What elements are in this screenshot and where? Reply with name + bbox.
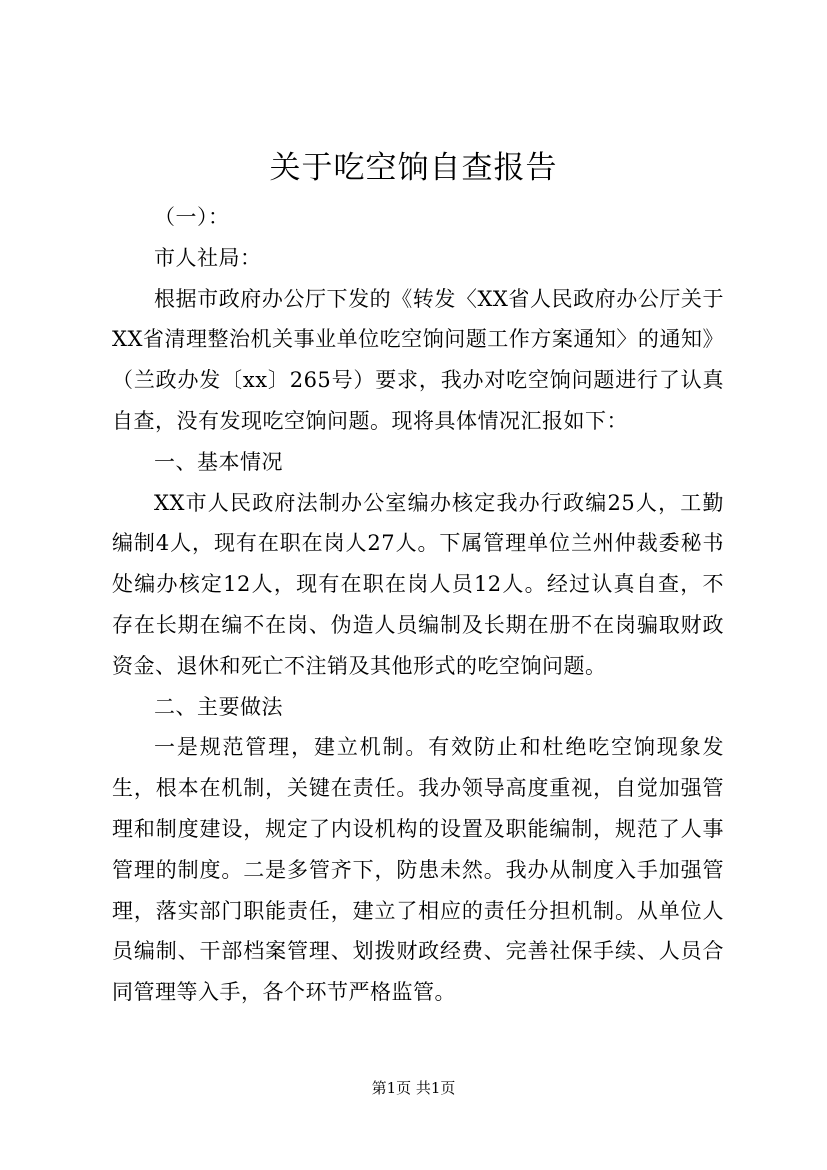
page-footer: 第1页 共1页 bbox=[371, 1079, 456, 1097]
salutation: 市人社局： bbox=[154, 245, 262, 270]
heading-main-practices: 二、主要做法 bbox=[154, 694, 283, 719]
main-practices-paragraph: 一是规范管理，建立机制。有效防止和杜绝吃空饷现象发生，根本在机制，关键在责任。我办领导高度重视，自觉加强管理和制度建设，规定了内设机构的设置及职能编制，规范了人事管理的制度。二是多管齐下，防患未然。我办从制度入手加强管理，落实部门职能责任，建立了相应的责任分担机制。从单位人员编制、干部档案管理、划拨财政经费、完善社保手续、人员合同管理等入手，各个环节严格监管。 bbox=[112, 735, 724, 1005]
document-body bbox=[112, 197, 724, 1013]
document-title: 关于吃空饷自查报告 bbox=[269, 150, 558, 186]
heading-basic-situation: 一、基本情况 bbox=[154, 449, 283, 474]
section-label: （一）： bbox=[154, 205, 230, 229]
basic-situation-paragraph: XX市人民政府法制办公室编办核定我办行政编25人，工勤编制4人，现有在职在岗人27人。下属管理单位兰州仲裁委秘书处编办核定12人，现有在职在岗人员12人。经过认真自查，不存在长期在编不在岗、伪造人员编制及长期在册不在岗骗取财政资金、退休和死亡不注销及其他形式的吃空饷问题。 bbox=[112, 490, 724, 678]
intro-paragraph: 根据市政府办公厅下发的《转发〈XX省人民政府办公厅关于XX省清理整治机关事业单位吃空饷问题工作方案通知〉的通知》（兰政办发〔xx〕265号）要求，我办对吃空饷问题进行了认真自查，没有发现吃空饷问题。现将具体情况汇报如下： bbox=[112, 286, 724, 433]
